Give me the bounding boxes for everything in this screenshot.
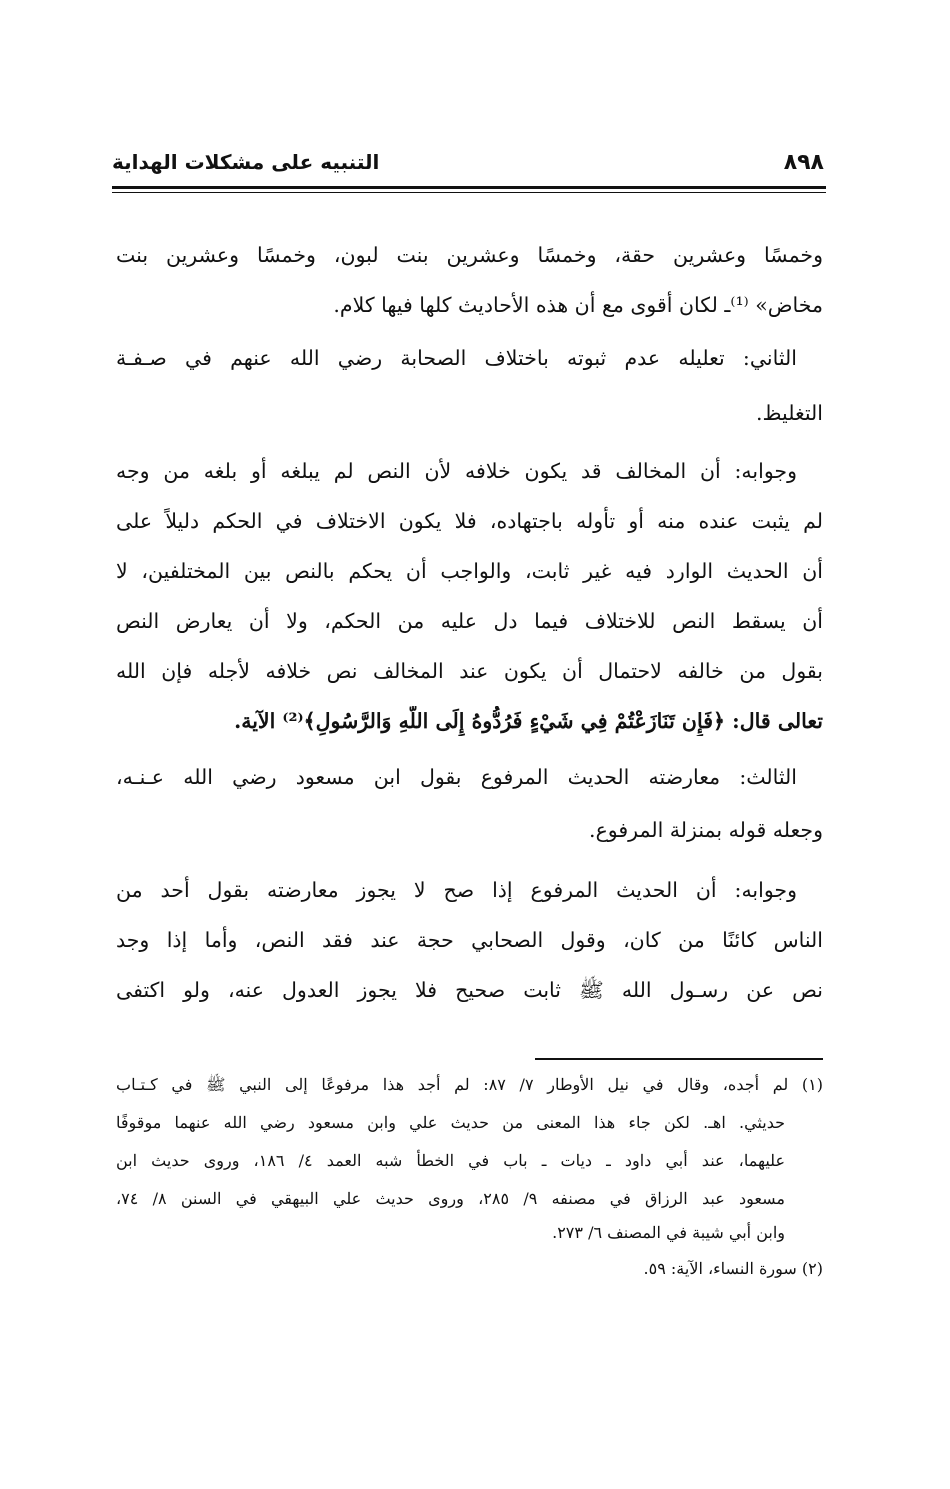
text-line: الثاني: تعليله عدم ثبوته باختلاف الصحابة رضي الله عنهم في صـفـة [116,346,797,370]
quran-verse-line: تعالى قال: ﴿فَإِن تَنَازَعْتُمْ فِي شَيْءٍ فَرُدُّوهُ إِلَى اللَّهِ وَالرَّسُولِ﴾⁽²⁾ الآية. [234,709,823,733]
text-line: وخمسًا وعشرين حقة، وخمسًا وعشرين بنت لبون، وخمسًا وعشرين بنت [116,243,823,267]
page-number: ٨٩٨ [783,150,824,175]
text-line: لم يثبت عنده منه أو تأوله باجتهاده، فلا يكون الاختلاف في الحكم دليلاً على [116,509,823,533]
text-line: الثالث: معارضته الحديث المرفوع بقول ابن مسعود رضي الله عـنـه، [116,765,797,789]
footnote-line: وابن أبي شيبة في المصنف ٦/ ٢٧٣. [552,1223,785,1242]
text-line: بقول من خالفه لاحتمال أن يكون عند المخالف نص خلافه لأجله فإن الله [116,659,823,683]
text-line: وجوابه: أن المخالف قد يكون خلافه لأن النص لم يبلغه أو بلغه من وجه [116,459,797,483]
text-line: وجعله قوله بمنزلة المرفوع. [589,818,823,842]
header-rule-thick [112,186,826,189]
text-line: أن يسقط النص للاختلاف فيما دل عليه من الحكم، ولا أن يعارض النص [116,609,823,633]
text-line: الناس كائنًا من كان، وقول الصحابي حجة عند فقد النص، وأما إذا وجد [116,928,823,952]
text-line: أن الحديث الوارد فيه غير ثابت، والواجب أن يحكم بالنص بين المختلفين، لا [116,559,823,583]
text-line: مخاض» ⁽¹⁾ـ لكان أقوى مع أن هذه الأحاديث كلها فيها كلام. [333,293,823,317]
footnote-line: عليهما، عند أبي داود ـ ديات ـ باب في الخطأ شبه العمد ٤/ ١٨٦، وروى حديث ابن [116,1151,786,1170]
text-line: نص عن رسـول الله ﷺ ثابت صحيح فلا يجوز العدول عنه، ولو اكتفى [116,978,823,1002]
header-rule-thin [112,192,826,193]
footnote-line: حديثي. اهـ. لكن جاء هذا المعنى من حديث علي وابن مسعود رضي الله عنهما موقوفًا [116,1113,785,1132]
text-line: التغليظ. [756,401,823,425]
footnote-line: مسعود عبد الرزاق في مصنفه ٩/ ٢٨٥، وروى حديث علي البيهقي في السنن ٨/ ٧٤، [116,1189,785,1208]
running-title: التنبيه على مشكلات الهداية [112,150,380,174]
footnote-line: (٢) سورة النساء، الآية: ٥٩. [643,1259,823,1278]
footnote-line: (١) لم أجده، وقال في نيل الأوطار ٧/ ٨٧: لم أجد هذا مرفوعًا إلى النبي ﷺ في كـتـاب [116,1075,823,1094]
footnote-separator [535,1058,823,1060]
text-line: وجوابه: أن الحديث المرفوع إذا صح لا يجوز معارضته بقول أحد من [116,878,797,902]
